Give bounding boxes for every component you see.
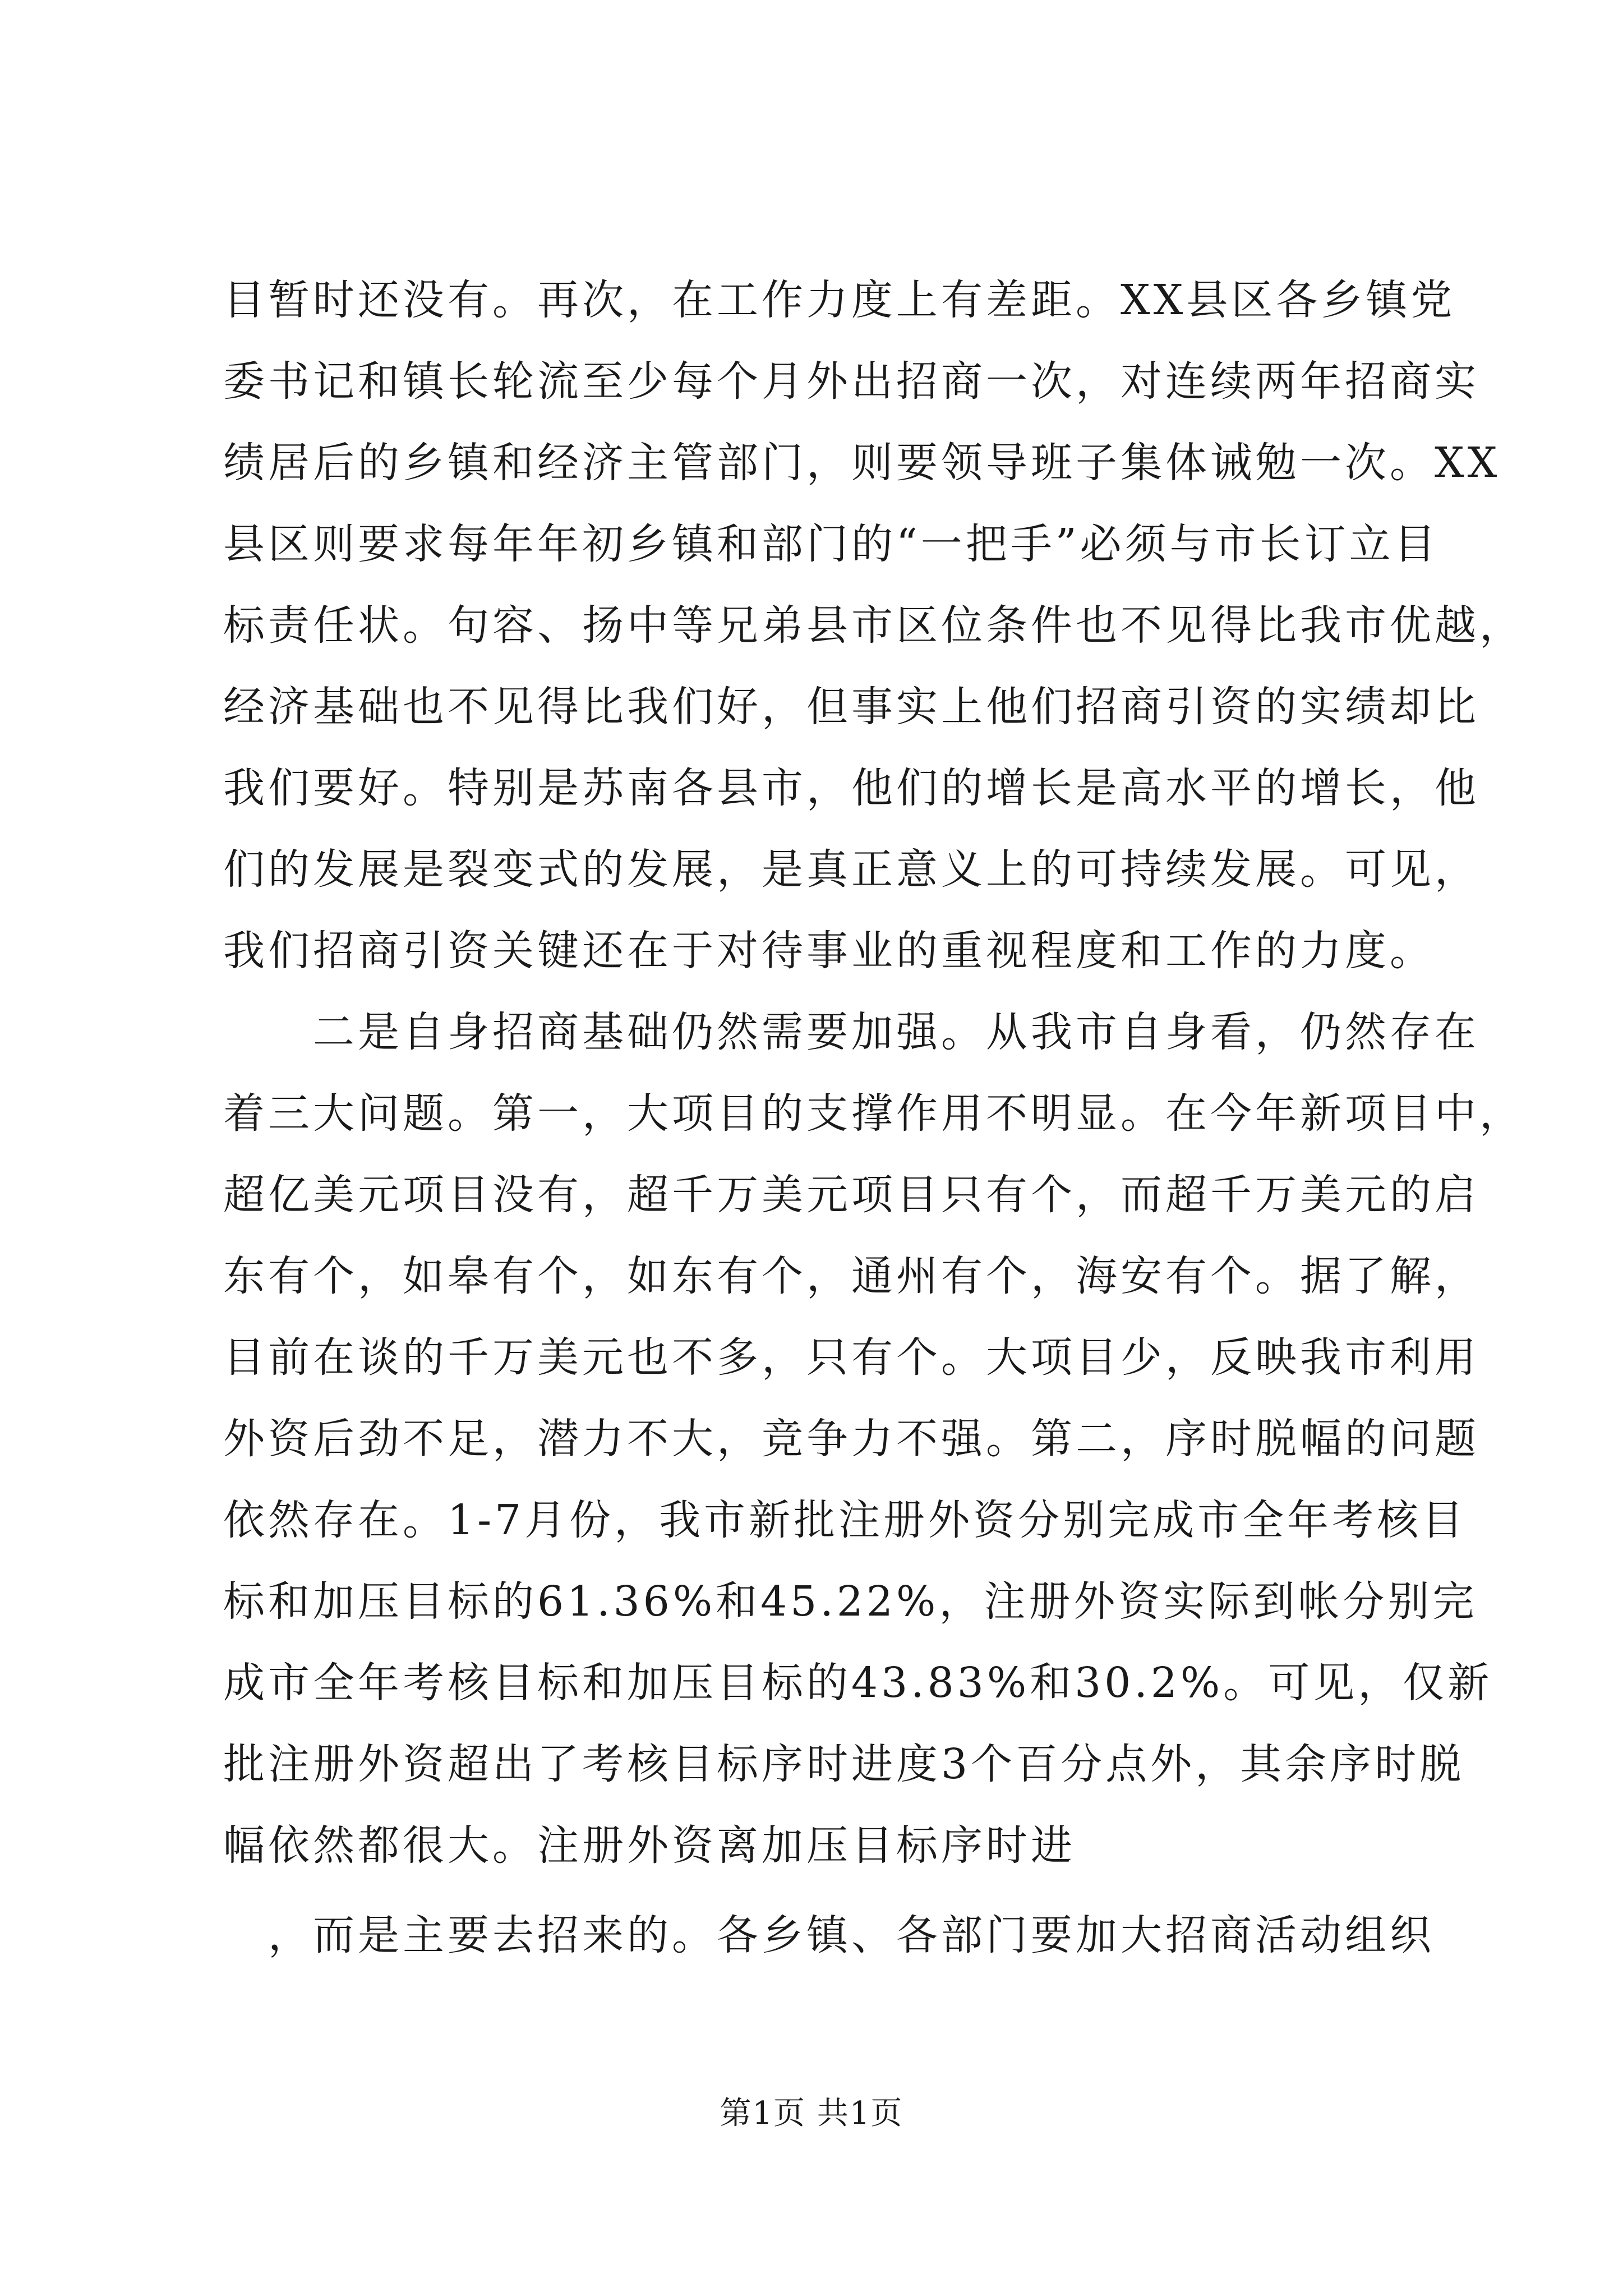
body-text-line: 外资后劲不足，潜力不大，竞争力不强。第二，序时脱幅的问题 [223,1415,1479,1463]
body-text-line: 标责任状。句容、扬中等兄弟县市区位条件也不见得比我市优越， [223,601,1524,650]
body-text-line: 东有个，如皋有个，如东有个，通州有个，海安有个。据了解， [223,1252,1479,1300]
body-text-line: 目暂时还没有。再次，在工作力度上有差距。XX县区各乡镇党 [223,276,1456,324]
body-text-line: 我们要好。特别是苏南各县市，他们的增长是高水平的增长，他 [223,764,1479,812]
page-footer: 第1页 共1页 [720,2095,903,2132]
body-text-line: 批注册外资超出了考核目标序时进度3个百分点外，其余序时脱 [223,1740,1465,1788]
body-text-line: 超亿美元项目没有，超千万美元项目只有个，而超千万美元的启 [223,1171,1479,1219]
body-text-line: 目前在谈的千万美元也不多，只有个。大项目少，反映我市利用 [223,1333,1479,1382]
body-text-line: 着三大问题。第一，大项目的支撑作用不明显。在今年新项目中， [223,1089,1524,1138]
body-text-line: 绩居后的乡镇和经济主管部门，则要领导班子集体诫勉一次。XX [223,439,1501,487]
body-text-line: 标和加压目标的61.36%和45.22%，注册外资实际到帐分别完 [223,1577,1478,1626]
body-text-line: 成市全年考核目标和加压目标的43.83%和30.2%。可见，仅新 [223,1659,1493,1707]
paragraph-first-line: ，而是主要去招来的。各乡镇、各部门要加大招商活动组织 [268,1911,1435,1959]
body-text-line: 委书记和镇长轮流至少每个月外出招商一次，对连续两年招商实 [223,357,1479,406]
body-text-line: 幅依然都很大。注册外资离加压目标序时进 [223,1821,1076,1870]
body-text-line: 经济基础也不见得比我们好，但事实上他们招商引资的实绩却比 [223,683,1479,731]
body-text-line: 我们招商引资关键还在于对待事业的重视程度和工作的力度。 [223,927,1435,975]
body-text-line: 依然存在。1-7月份，我市新批注册外资分别完成市全年考核目 [223,1496,1467,1544]
body-text-line: 们的发展是裂变式的发展，是真正意义上的可持续发展。可见， [223,845,1479,894]
body-text-line: 县区则要求每年年初乡镇和部门的“一把手”必须与市长订立目 [223,520,1439,568]
paragraph-first-line: 二是自身招商基础仍然需要加强。从我市自身看，仍然存在 [313,1008,1479,1056]
